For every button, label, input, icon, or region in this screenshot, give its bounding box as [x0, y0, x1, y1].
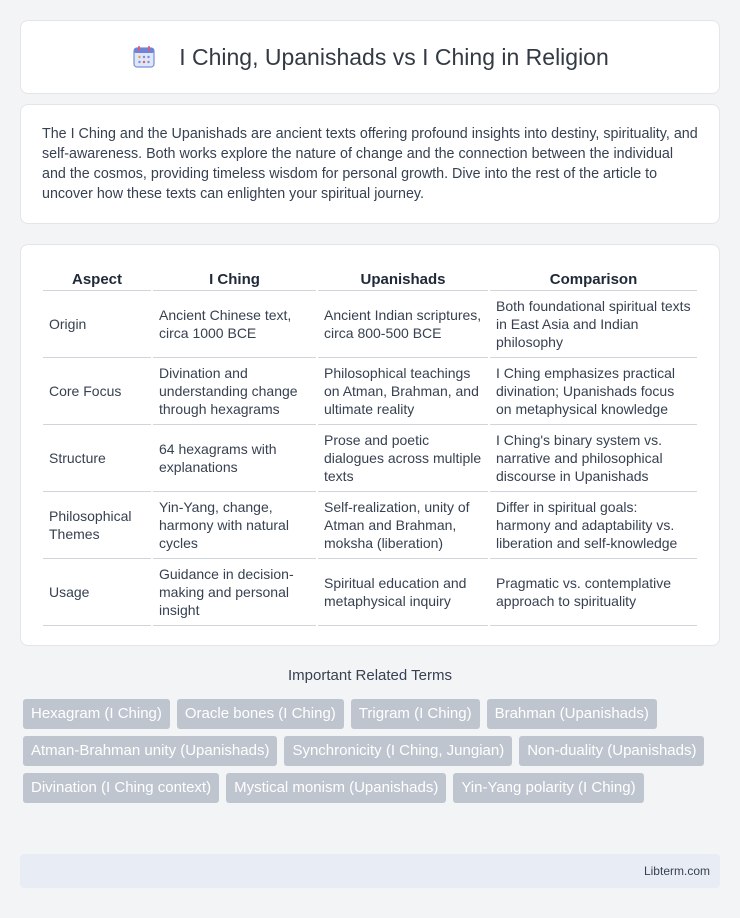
related-term-tag[interactable]: Brahman (Upanishads): [487, 699, 657, 729]
table-cell: I Ching's binary system vs. narrative and philosophical discourse in Upanishads: [490, 425, 697, 492]
table-cell: Usage: [43, 559, 151, 626]
table-cell: Spiritual education and metaphysical inquiry: [318, 559, 488, 626]
table-cell: Structure: [43, 425, 151, 492]
table-cell: Self-realization, unity of Atman and Brahman, moksha (liberation): [318, 492, 488, 559]
related-term-tag[interactable]: Hexagram (I Ching): [23, 699, 170, 729]
table-row: [43, 291, 697, 358]
title-card: [20, 20, 720, 94]
related-term-tag[interactable]: Mystical monism (Upanishads): [226, 773, 446, 803]
table-cell: Philosophical teachings on Atman, Brahman, and ultimate reality: [318, 358, 488, 425]
comparison-table: [41, 265, 699, 626]
table-cell: I Ching emphasizes practical divination; Upanishads focus on metaphysical knowledge: [490, 358, 697, 425]
table-cell: Ancient Chinese text, circa 1000 BCE: [153, 291, 316, 358]
table-cell: Divination and understanding change through hexagrams: [153, 358, 316, 425]
related-term-tag[interactable]: Atman-Brahman unity (Upanishads): [23, 736, 277, 766]
table-cell: Prose and poetic dialogues across multiple texts: [318, 425, 488, 492]
table-row: [43, 358, 697, 425]
related-terms-heading: Important Related Terms: [288, 667, 452, 684]
table-cell: Ancient Indian scriptures, circa 800-500 BCE: [318, 291, 488, 358]
table-row: [43, 492, 697, 559]
footer-site-link[interactable]: Libterm.com: [643, 864, 710, 878]
column-header: Aspect: [43, 265, 151, 291]
footer: [20, 854, 720, 888]
table-cell: Core Focus: [43, 358, 151, 425]
table-cell: Differ in spiritual goals: harmony and adaptability vs. liberation and self-knowledge: [490, 492, 697, 559]
table-row: [43, 425, 697, 492]
related-term-tag[interactable]: Yin-Yang polarity (I Ching): [453, 773, 643, 803]
column-header: Comparison: [490, 265, 697, 291]
page-title: I Ching, Upanishads vs I Ching in Religion: [179, 43, 609, 70]
table-cell: Guidance in decision-making and personal insight: [153, 559, 316, 626]
related-terms-list: [23, 699, 723, 803]
table-cell: 64 hexagrams with explanations: [153, 425, 316, 492]
intro-paragraph: The I Ching and the Upanishads are ancient texts offering profound insights into destiny, spirituality, and self-awareness. Both works explore the nature of change and the connection between the individual and the cosmos, providing timeless wisdom for personal growth. Dive into the rest of the article to uncover how these texts can enlighten your spiritual journey.: [42, 126, 698, 202]
column-header: Upanishads: [318, 265, 488, 291]
related-term-tag[interactable]: Oracle bones (I Ching): [177, 699, 344, 729]
table-cell: Both foundational spiritual texts in East Asia and Indian philosophy: [490, 291, 697, 358]
table-cell: Pragmatic vs. contemplative approach to spirituality: [490, 559, 697, 626]
table-cell: Yin-Yang, change, harmony with natural cycles: [153, 492, 316, 559]
intro-card: [20, 104, 720, 224]
related-term-tag[interactable]: Synchronicity (I Ching, Jungian): [284, 736, 512, 766]
calendar-icon: [131, 44, 157, 70]
related-term-tag[interactable]: Divination (I Ching context): [23, 773, 219, 803]
table-cell: Philosophical Themes: [43, 492, 151, 559]
related-term-tag[interactable]: Non-duality (Upanishads): [519, 736, 704, 766]
table-header-row: [43, 265, 697, 291]
related-term-tag[interactable]: Trigram (I Ching): [351, 699, 480, 729]
column-header: I Ching: [153, 265, 316, 291]
table-cell: Origin: [43, 291, 151, 358]
comparison-table-card: [20, 244, 720, 646]
table-row: [43, 559, 697, 626]
